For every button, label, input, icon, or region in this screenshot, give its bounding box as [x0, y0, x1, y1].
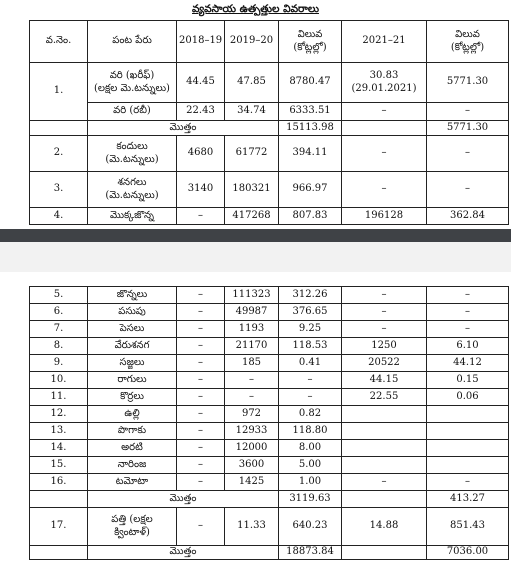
cell-value-2: 851.43 — [427, 508, 509, 546]
cell-year-2: 3600 — [225, 457, 279, 474]
total-label: మొత్తం — [88, 491, 279, 508]
cell-year-3: – — [342, 172, 427, 208]
cell-year-1: 44.45 — [177, 63, 225, 103]
cell-year-2: 61772 — [225, 136, 279, 172]
cell-value-1: 5.00 — [279, 457, 342, 474]
cell-year-3: 1250 — [342, 338, 427, 355]
cell-value-2: – — [427, 321, 509, 338]
cell-crop: వరి (రబీ) — [88, 103, 177, 121]
cell-value-2 — [427, 423, 509, 440]
table-row — [30, 208, 509, 225]
header-value-2 — [427, 21, 509, 63]
cell-value-2 — [427, 406, 509, 423]
cell-value-2: 0.06 — [427, 389, 509, 406]
cell-value-2: – — [427, 136, 509, 172]
grand-total-value-2: 7036.00 — [427, 546, 509, 560]
cell-sno: 11. — [30, 389, 88, 406]
cell-year-3 — [342, 440, 427, 457]
crop-table-top — [29, 20, 509, 225]
table-row — [30, 321, 509, 338]
crop-name: పత్తి (లక్షల — [111, 514, 153, 525]
cell-value-2: – — [427, 287, 509, 304]
cell-value-2: 0.15 — [427, 372, 509, 389]
crop-unit: క్వింటాళ్) — [114, 526, 150, 538]
cell-year-1: – — [177, 508, 225, 546]
cell-value-1: 0.82 — [279, 406, 342, 423]
table-row — [30, 355, 509, 372]
table-row — [30, 63, 509, 103]
cell-year-1: – — [177, 208, 225, 225]
cell-value-2: – — [427, 103, 509, 121]
cell-crop: వేరుశనగ — [88, 338, 177, 355]
cell-crop: కొర్రలు — [88, 389, 177, 406]
cell-sno: 6. — [30, 304, 88, 321]
cell-value-1: 966.97 — [279, 172, 342, 208]
cell-crop: నారింజ — [88, 457, 177, 474]
cell-year-2: 47.85 — [225, 63, 279, 103]
crop-table-bottom — [29, 286, 509, 560]
cell-value-1: 118.53 — [279, 338, 342, 355]
cell-year-3: 20522 — [342, 355, 427, 372]
table-row — [30, 103, 509, 121]
cell-crop: జొన్నలు — [88, 287, 177, 304]
total-value-1: 3119.63 — [279, 491, 342, 508]
cell-value-1: 376.65 — [279, 304, 342, 321]
crop-unit: (లక్షల మె.టన్నులు) — [94, 82, 170, 94]
cell-sno: 7. — [30, 321, 88, 338]
cell-year-1: – — [177, 474, 225, 491]
cell-sno: 3. — [30, 172, 88, 208]
table-row — [30, 172, 509, 208]
cell-year-3: – — [342, 103, 427, 121]
cell-sno: 12. — [30, 406, 88, 423]
cell-year-2: 34.74 — [225, 103, 279, 121]
cell-crop: ఉల్లి — [88, 406, 177, 423]
cell-year-2: 180321 — [225, 172, 279, 208]
cell-sno: 8. — [30, 338, 88, 355]
cell-crop: రాగులు — [88, 372, 177, 389]
cell-sno: 9. — [30, 355, 88, 372]
cell-crop: సజ్జలు — [88, 355, 177, 372]
cell-year-3: – — [342, 321, 427, 338]
cell-crop: మొక్కజొన్న — [88, 208, 177, 225]
cell-value-1: 0.41 — [279, 355, 342, 372]
cell-year-2: 12000 — [225, 440, 279, 457]
cell-year-3: 196128 — [342, 208, 427, 225]
cell-year-2: 111323 — [225, 287, 279, 304]
cell-value-2: 362.84 — [427, 208, 509, 225]
cell-crop — [88, 508, 177, 546]
header-value-2-unit: (కోట్లల్లో) — [450, 41, 485, 53]
cell-year-2: 11.33 — [225, 508, 279, 546]
table-row — [30, 508, 509, 546]
cell-year-1: – — [177, 457, 225, 474]
cell-value-2: – — [427, 172, 509, 208]
header-year-1: 2018–19 — [177, 21, 225, 63]
cell-year-3: – — [342, 474, 427, 491]
grand-total-value-1: 18873.84 — [279, 546, 342, 560]
grand-total-label: మొత్తం — [88, 546, 279, 560]
table-row — [30, 457, 509, 474]
table-row — [30, 304, 509, 321]
cell-sno: 5. — [30, 287, 88, 304]
cell-year-3 — [342, 63, 427, 103]
header-value-1-label: విలువ — [297, 29, 323, 40]
total-label: మొత్తం — [88, 121, 279, 136]
cell-value-2 — [427, 457, 509, 474]
page-separator — [0, 229, 511, 242]
cell-crop — [88, 63, 177, 103]
cell-sno: 14. — [30, 440, 88, 457]
cell-year-1: – — [177, 440, 225, 457]
cell-year-1: 4680 — [177, 136, 225, 172]
cell-value-2 — [427, 440, 509, 457]
total-value-1: 15113.98 — [279, 121, 342, 136]
cell-value-2: – — [427, 474, 509, 491]
cell-year-1: 22.43 — [177, 103, 225, 121]
cell-sno: 17. — [30, 508, 88, 546]
cell-crop: అరటి — [88, 440, 177, 457]
cell-sno: 13. — [30, 423, 88, 440]
cell-value-1: 118.80 — [279, 423, 342, 440]
cell-sno: 16. — [30, 474, 88, 491]
header-value-2-label: విలువ — [455, 29, 480, 40]
total-row — [30, 491, 509, 508]
cell-value-1: – — [279, 389, 342, 406]
cell-crop — [88, 136, 177, 172]
crop-name: కందులు — [116, 141, 148, 152]
cell-year-2: – — [225, 389, 279, 406]
crop-name: శనగలు — [117, 177, 147, 188]
cell-value-1: 640.23 — [279, 508, 342, 546]
cell-year-1: – — [177, 304, 225, 321]
cell-year-3: 44.15 — [342, 372, 427, 389]
cell-sno: 15. — [30, 457, 88, 474]
header-value-1 — [279, 21, 342, 63]
cell-year-1: – — [177, 423, 225, 440]
header-year-2: 2019–20 — [225, 21, 279, 63]
table-header-row — [30, 21, 509, 63]
cell-year-1: – — [177, 406, 225, 423]
cell-value-1: 9.25 — [279, 321, 342, 338]
cell-year-1: 3140 — [177, 172, 225, 208]
cell-year-2: 185 — [225, 355, 279, 372]
cell-year-3: 14.88 — [342, 508, 427, 546]
table-row — [30, 372, 509, 389]
header-sno: వ.నెం. — [30, 21, 88, 63]
year-3-value: 30.83 — [369, 70, 399, 81]
cell-sno: 2. — [30, 136, 88, 172]
cell-year-2: 49987 — [225, 304, 279, 321]
cell-year-2: 417268 — [225, 208, 279, 225]
cell-year-3 — [342, 406, 427, 423]
cell-year-2: 1425 — [225, 474, 279, 491]
cell-value-1: 8780.47 — [279, 63, 342, 103]
crop-name: వరి (ఖరీఫ్) — [109, 70, 155, 81]
cell-crop: టమోటా — [88, 474, 177, 491]
table-row — [30, 440, 509, 457]
cell-value-1: 394.11 — [279, 136, 342, 172]
cell-sno: 10. — [30, 372, 88, 389]
cell-year-1: – — [177, 389, 225, 406]
table-row — [30, 423, 509, 440]
cell-year-3: – — [342, 304, 427, 321]
table-row — [30, 136, 509, 172]
total-value-2: 5771.30 — [427, 121, 509, 136]
cell-value-1: – — [279, 372, 342, 389]
crop-unit: (మె.టన్నులు) — [105, 153, 159, 165]
cell-crop: పొగాకు — [88, 423, 177, 440]
cell-value-2: 6.10 — [427, 338, 509, 355]
cell-year-3: – — [342, 136, 427, 172]
table-row — [30, 406, 509, 423]
cell-year-2: – — [225, 372, 279, 389]
cell-crop — [88, 172, 177, 208]
cell-year-1: – — [177, 372, 225, 389]
cell-value-2: 44.12 — [427, 355, 509, 372]
cell-value-1: 807.83 — [279, 208, 342, 225]
total-value-2: 413.27 — [427, 491, 509, 508]
cell-year-1: – — [177, 321, 225, 338]
cell-year-3 — [342, 423, 427, 440]
cell-year-2: 972 — [225, 406, 279, 423]
table-row — [30, 287, 509, 304]
cell-sno: 1. — [30, 63, 88, 121]
cell-year-3: – — [342, 287, 427, 304]
cell-year-1: – — [177, 338, 225, 355]
total-row — [30, 121, 509, 136]
table-row — [30, 474, 509, 491]
cell-year-2: 1193 — [225, 321, 279, 338]
crop-unit: (మె.టన్నులు) — [105, 189, 159, 201]
cell-value-1: 1.00 — [279, 474, 342, 491]
cell-sno: 4. — [30, 208, 88, 225]
bottom-totals — [30, 491, 509, 560]
cell-year-2: 12933 — [225, 423, 279, 440]
cell-value-2: – — [427, 304, 509, 321]
crop-rows — [30, 287, 509, 491]
cell-year-3: 22.55 — [342, 389, 427, 406]
cell-year-1: – — [177, 355, 225, 372]
page-title: వ్యవసాయ ఉత్పత్తుల వివరాలు — [192, 3, 319, 15]
header-value-1-unit: (కోట్లల్లో) — [293, 41, 327, 53]
cell-crop: పసుపు — [88, 304, 177, 321]
table-row — [30, 338, 509, 355]
grand-total-row — [30, 546, 509, 560]
cell-year-2: 21170 — [225, 338, 279, 355]
cell-value-1: 6333.51 — [279, 103, 342, 121]
header-year-3: 2021–21 — [342, 21, 427, 63]
cell-value-2: 5771.30 — [427, 63, 509, 103]
table-row — [30, 389, 509, 406]
year-3-date: (29.01.2021) — [351, 82, 417, 94]
cell-crop: పెసలు — [88, 321, 177, 338]
cell-year-1: – — [177, 287, 225, 304]
cell-value-1: 312.26 — [279, 287, 342, 304]
page-gap — [0, 242, 511, 272]
header-crop: పంట పేరు — [88, 21, 177, 63]
cell-value-1: 8.00 — [279, 440, 342, 457]
cell-year-3 — [342, 457, 427, 474]
